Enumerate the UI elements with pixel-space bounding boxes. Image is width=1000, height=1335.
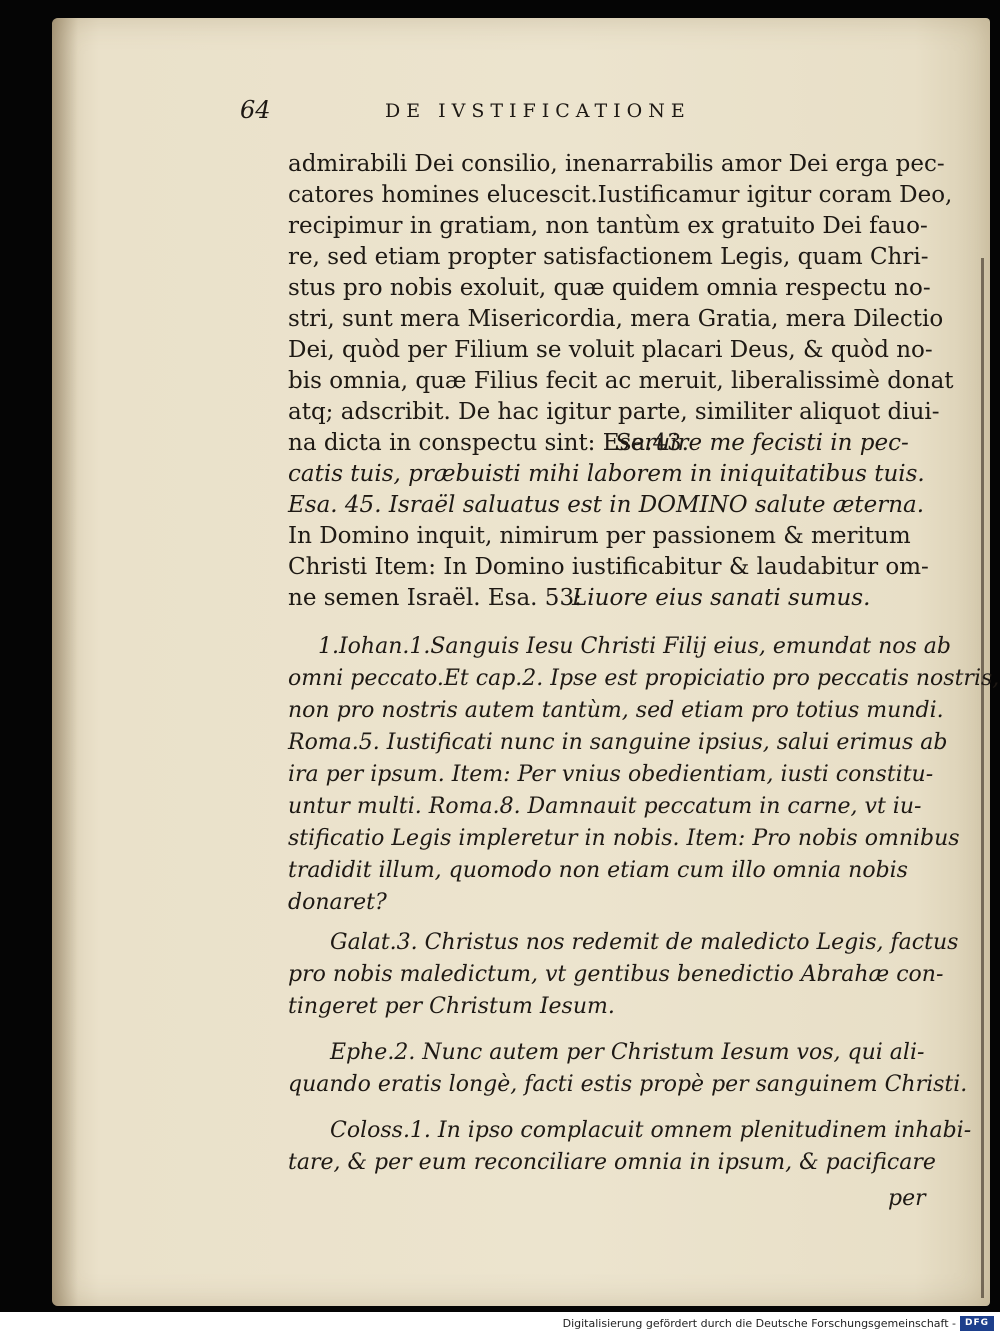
text-line-italic: Liuore eius sanati sumus. [572,585,871,611]
text-line-italic: Roma.5. Iustificati nunc in sanguine ipsius, salui erimus ab [288,730,948,755]
text-line: admirabili Dei consilio, inenarrabilis amor Dei erga pec- [288,151,945,177]
text-line: Dei, quòd per Filium se voluit placari Deus, & quòd no- [288,337,933,363]
text-line-italic: Coloss.1. In ipso complacuit omnem plenitudinem inhabi- [330,1118,972,1143]
text-line-italic: pro nobis maledictum, vt gentibus benedictio Abrahæ con- [288,962,944,987]
text-line-italic: quando eratis longè, facti estis propè per sanguinem Christi. [288,1072,968,1097]
text-line-italic: Ephe.2. Nunc autem per Christum Iesum vos, qui ali- [330,1040,925,1065]
text-line-italic: Galat.3. Christus nos redemit de maledicto Legis, factus [330,930,959,955]
book-page [52,18,990,1306]
page-number: 64 [240,96,271,124]
text-line-italic: tare, & per eum reconciliare omnia in ipsum, & pacificare [288,1150,936,1175]
running-title: DE IVSTIFICATIONE [385,100,691,122]
text-line: stus pro nobis exoluit, quæ quidem omnia respectu no- [288,275,931,301]
page-edge-shadow [981,258,984,1298]
catchword: per [888,1186,926,1211]
dfg-logo: DFG [960,1316,994,1331]
text-line-italic: untur multi. Roma.8. Damnauit peccatum in carne, vt iu- [288,794,922,819]
text-line-italic: tradidit illum, quomodo non etiam cum illo omnia nobis [288,858,908,883]
text-line: stri, sunt mera Misericordia, mera Gratia, mera Dilectio [288,306,944,332]
text-line: bis omnia, quæ Filius fecit ac meruit, liberalissimè donat [288,368,954,394]
text-line-italic: donaret? [288,890,387,915]
text-line: catores homines elucescit.Iustificamur igitur coram Deo, [288,182,953,208]
text-line-italic: Seruire me fecisti in pec- [615,430,909,456]
page-gutter-shadow [52,18,78,1306]
text-line: na dicta in conspectu sint: Esa.43. [288,430,689,456]
text-line-italic: Esa. 45. Israël saluatus est in DOMINO salute æterna. [288,492,925,518]
text-line: recipimur in gratiam, non tantùm ex gratuito Dei fauo- [288,213,928,239]
text-line-italic: catis tuis, præbuisti mihi laborem in iniquitatibus tuis. [288,461,925,487]
text-line-italic: ira per ipsum. Item: Per vnius obedientiam, iusti constitu- [288,762,934,787]
text-line: re, sed etiam propter satisfactionem Legis, quam Chri- [288,244,929,270]
text-line: In Domino inquit, nimirum per passionem & meritum [288,523,911,549]
text-line-italic: omni peccato.Et cap.2. Ipse est propiciatio pro peccatis nostris, [288,666,1000,691]
funding-credit: Digitalisierung gefördert durch die Deutsche Forschungsgemeinschaft - [562,1317,956,1330]
running-head [240,88,780,132]
digitization-footer [0,1313,1000,1335]
text-line-italic: non pro nostris autem tantùm, sed etiam pro totius mundi. [288,698,944,723]
text-line-italic: tingeret per Christum Iesum. [288,994,615,1019]
text-line: ne semen Israël. Esa. 53: [288,585,582,611]
text-line-italic: stificatio Legis impleretur in nobis. Item: Pro nobis omnibus [288,826,960,851]
text-line: atq; adscribit. De hac igitur parte, similiter aliquot diui- [288,399,940,425]
text-line-italic: 1.Iohan.1.Sanguis Iesu Christi Filij eius, emundat nos ab [318,634,952,659]
text-line: Christi Item: In Domino iustificabitur & laudabitur om- [288,554,929,580]
